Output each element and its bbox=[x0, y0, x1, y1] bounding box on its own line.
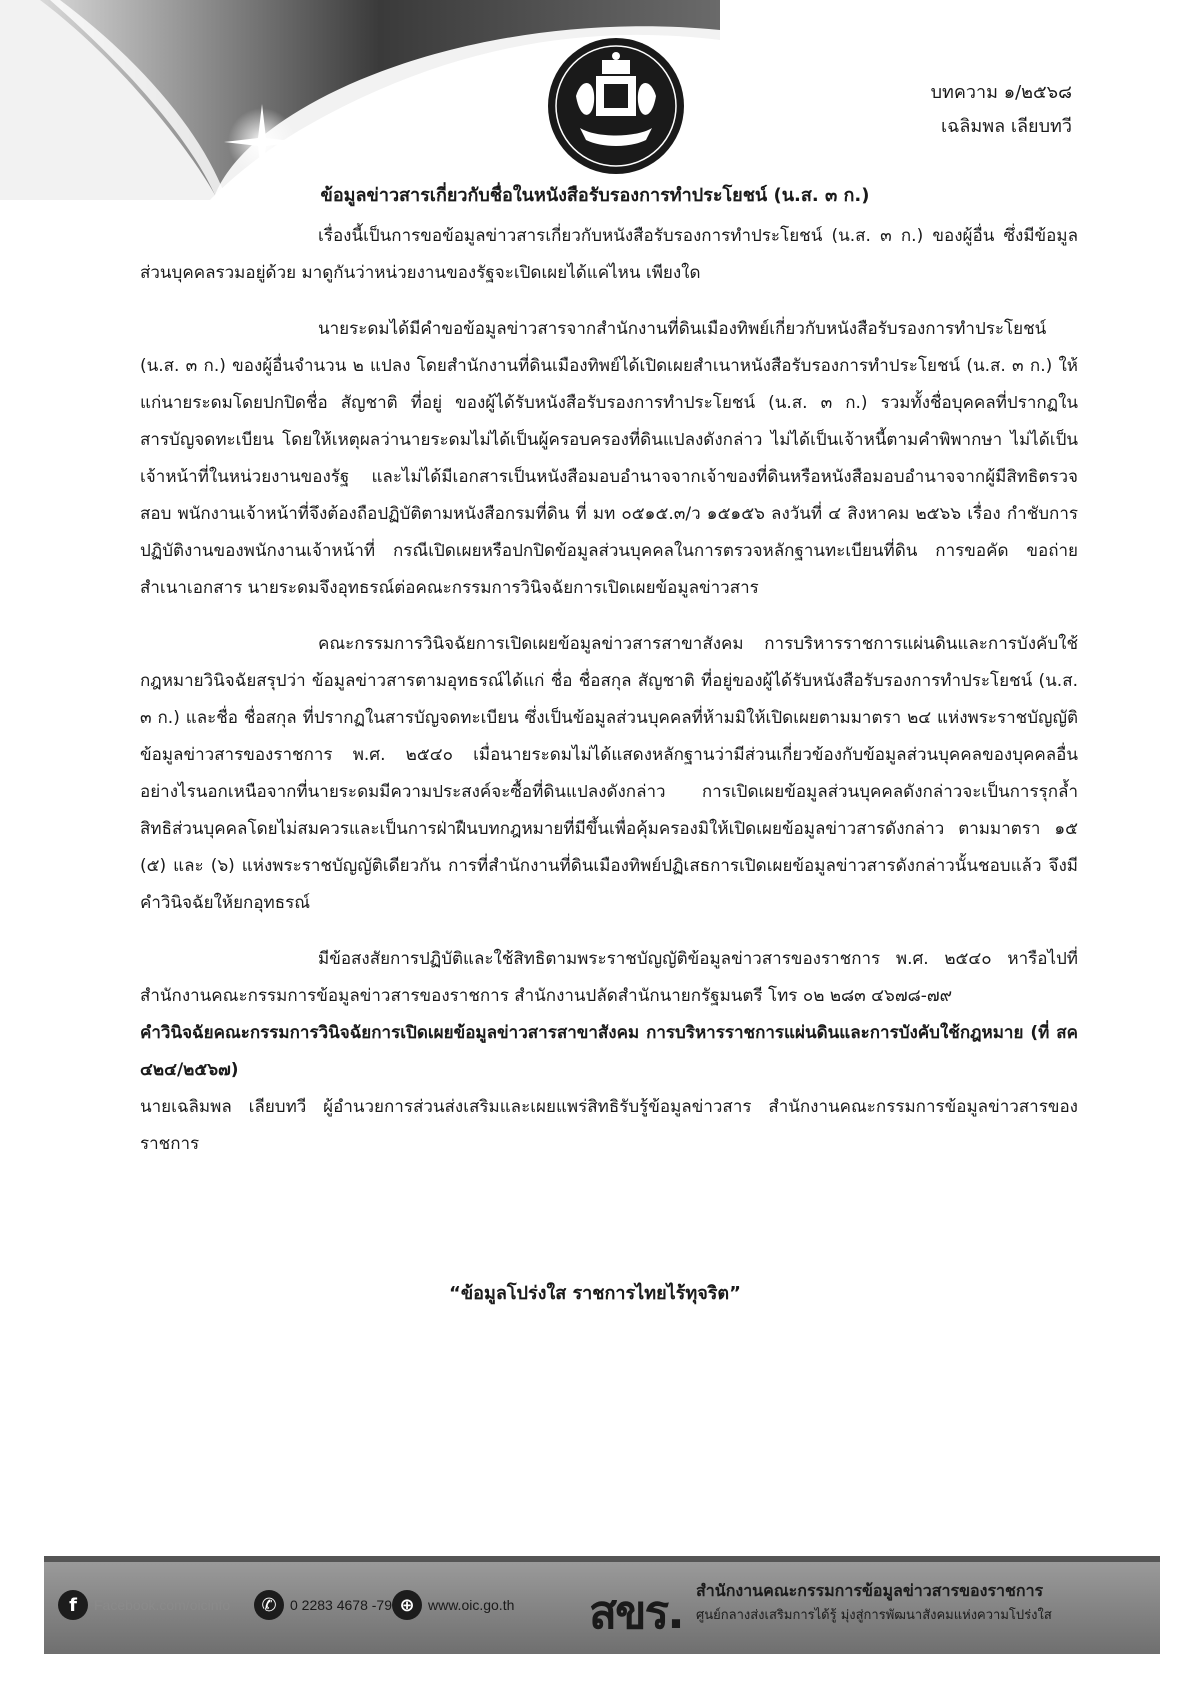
author-credit: นายเฉลิมพล เลียบทวี ผู้อำนวยการส่วนส่งเสริมและเผยแพร่สิทธิรับรู้ข้อมูลข่าวสาร สำนักงานคณะกรรมการข้อมูลข่าวสารของราชการ bbox=[140, 1097, 1078, 1154]
phone-number[interactable]: 0 2283 4678 -79 bbox=[290, 1597, 392, 1613]
document-title: ข้อมูลข่าวสารเกี่ยวกับชื่อในหนังสือรับรองการทำประโยชน์ (น.ส. ๓ ก.) bbox=[320, 185, 870, 206]
paragraph-ruling: คณะกรรมการวินิจฉัยการเปิดเผยข้อมูลข่าวสารสาขาสังคม การบริหารราชการแผ่นดินและการบังคับใช้กฎหมายวินิจฉัยสรุปว่า ข้อมูลข่าวสารตามอุทธรณ์ได้แก่ ชื่อ ชื่อสกุล สัญชาติ ที่อยู่ของผู้ได้รับหนังสือรับรองการทำประโยชน์ (น.ส. ๓ ก.) และชื่อ ชื่อสกุล ที่ปรากฏในสารบัญจดทะเบียน ซึ่งเป็นข้อมูลส่วนบุคคลที่ห้ามมิให้เปิดเผยตามมาตรา ๒๔ แห่งพระราชบัญญัติข้อมูลข่าวสารของราชการ พ.ศ. ๒๕๔๐ เมื่อนายระดมไม่ได้แสดงหลักฐานว่ามีส่วนเกี่ยวข้องกับข้อมูลส่วนบุคคลของบุคคลอื่นอย่างไรนอกเหนือจากที่นายระดมมีความประสงค์จะซื้อที่ดินแปลงดังกล่าว การเปิดเผยข้อมูลส่วนบุคคลดังกล่าวจะเป็นการรุกล้ำสิทธิส่วนบุคคลโดยไม่สมควรและเป็นการฝ่าฝืนบทกฎหมายที่มีขึ้นเพื่อคุ้มครองมิให้เปิดเผยข้อมูลข่าวสารดังกล่าว ตามมาตรา ๑๕ (๕) และ (๖) แห่งพระราชบัญญัติเดียวกัน การที่สำนักงานที่ดินเมืองทิพย์ปฏิเสธการเปิดเผยข้อมูลข่าวสารดังกล่าวนั้นชอบแล้ว จึงมีคำวินิจฉัยให้ยกอุทธรณ์ bbox=[140, 634, 1078, 913]
decision-reference: คำวินิจฉัยคณะกรรมการวินิจฉัยการเปิดเผยข้อมูลข่าวสารสาขาสังคม การบริหารราชการแผ่นดินและการบังคับใช้กฎหมาย (ที่ สค ๔๒๔/๒๕๖๗) bbox=[140, 1023, 1078, 1080]
footer-phone[interactable] bbox=[254, 1590, 392, 1620]
article-number: บทความ ๑/๒๕๖๘ bbox=[930, 82, 1072, 103]
slogan: “ข้อมูลโปร่งใส ราชการไทยไร้ทุจริต” bbox=[449, 1283, 741, 1304]
facebook-link[interactable]: Facebook.com/oicinfo bbox=[94, 1597, 231, 1613]
paragraph-contact: มีข้อสงสัยการปฏิบัติและใช้สิทธิตามพระราชบัญญัติข้อมูลข่าวสารของราชการ พ.ศ. ๒๕๔๐ หารือไปที่สำนักงานคณะกรรมการข้อมูลข่าวสารของราชการ สำนักงานปลัดสำนักนายกรัฐมนตรี โทร ๐๒ ๒๘๓ ๔๖๗๘-๗๙ bbox=[140, 949, 1078, 1006]
globe-icon: ⊕ bbox=[392, 1590, 422, 1620]
paragraph-intro: เรื่องนี้เป็นการขอข้อมูลข่าวสารเกี่ยวกับหนังสือรับรองการทำประโยชน์ (น.ส. ๓ ก.) ของผู้อื่น ซึ่งมีข้อมูลส่วนบุคคลรวมอยู่ด้วย มาดูกันว่าหน่วยงานของรัฐจะเปิดเผยได้แค่ไหน เพียงใด bbox=[140, 226, 1078, 283]
seal-emblem-logo bbox=[546, 36, 686, 176]
footer-bar bbox=[44, 1556, 1160, 1654]
footer-facebook[interactable] bbox=[58, 1590, 230, 1620]
paragraph-facts: นายระดมได้มีคำขอข้อมูลข่าวสารจากสำนักงานที่ดินเมืองทิพย์เกี่ยวกับหนังสือรับรองการทำประโยชน์ (น.ส. ๓ ก.) ของผู้อื่นจำนวน ๒ แปลง โดยสำนักงานที่ดินเมืองทิพย์ได้เปิดเผยสำเนาหนังสือรับรองการทำประโยชน์ (น.ส. ๓ ก.) ให้แก่นายระดมโดยปกปิดชื่อ สัญชาติ ที่อยู่ ของผู้ได้รับหนังสือรับรองการทำประโยชน์ (น.ส. ๓ ก.) รวมทั้งชื่อบุคคลที่ปรากฏในสารบัญจดทะเบียน โดยให้เหตุผลว่านายระดมไม่ได้เป็นผู้ครอบครองที่ดินแปลงดังกล่าว ไม่ได้เป็นเจ้าหนี้ตามคำพิพากษา ไม่ได้เป็นเจ้าหน้าที่ในหน่วยงานของรัฐ และไม่ได้มีเอกสารเป็นหนังสือมอบอำนาจจากเจ้าของที่ดินหรือหนังสือมอบอำนาจจากผู้มีสิทธิตรวจสอบ พนักงานเจ้าหน้าที่จึงต้องถือปฏิบัติตามหนังสือกรมที่ดิน ที่ มท ๐๕๑๕.๓/ว ๑๕๑๕๖ ลงวันที่ ๔ สิงหาคม ๒๕๖๖ เรื่อง กำชับการปฏิบัติงานของพนักงานเจ้าหน้าที่ กรณีเปิดเผยหรือปกปิดข้อมูลส่วนบุคคลในการตรวจหลักฐานทะเบียนที่ดิน การขอคัด ขอถ่ายสำเนาเอกสาร นายระดมจึงอุทธรณ์ต่อคณะกรรมการวินิจฉัยการเปิดเผยข้อมูลข่าวสาร bbox=[140, 319, 1078, 598]
oic-logo: สขร. bbox=[589, 1585, 683, 1639]
article-author: เฉลิมพล เลียบทวี bbox=[940, 116, 1072, 137]
facebook-icon: f bbox=[58, 1590, 88, 1620]
document-body bbox=[140, 218, 1078, 1163]
footer-website[interactable] bbox=[392, 1590, 514, 1620]
website-link[interactable]: www.oic.go.th bbox=[428, 1597, 515, 1613]
footer-organization bbox=[696, 1578, 1156, 1628]
org-name: สำนักงานคณะกรรมการข้อมูลข่าวสารของราชการ bbox=[696, 1581, 1044, 1600]
org-tagline: ศูนย์กลางส่งเสริมการได้รู้ มุ่งสู่การพัฒนาสังคมแห่งความโปร่งใส bbox=[696, 1608, 1052, 1623]
phone-icon: ✆ bbox=[254, 1590, 284, 1620]
article-meta bbox=[772, 76, 1072, 144]
